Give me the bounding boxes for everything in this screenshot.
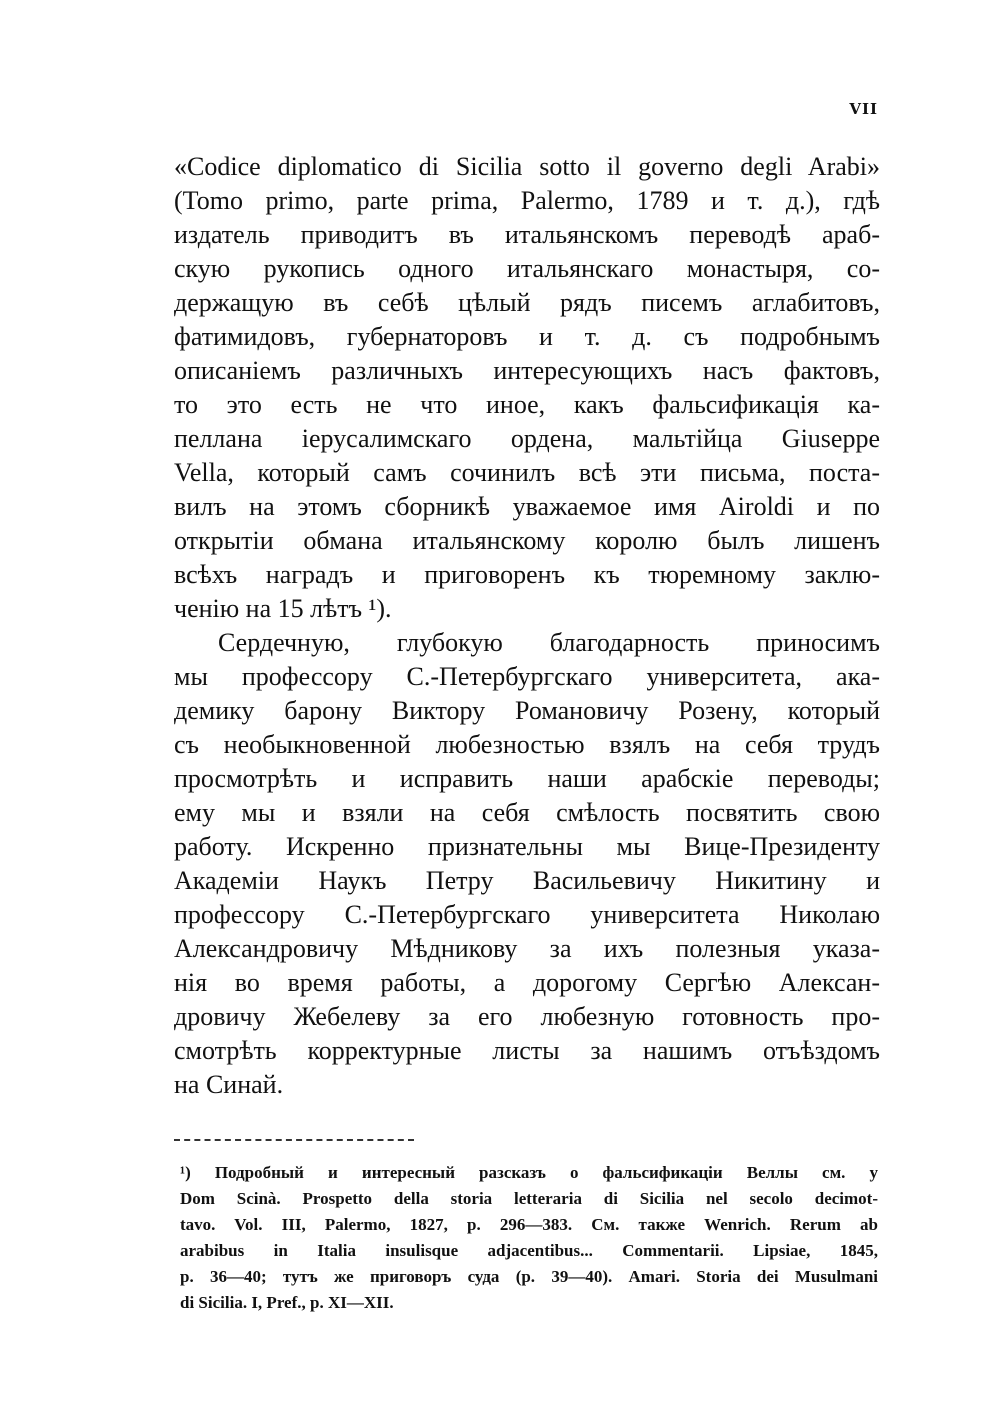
footnote	[180, 1160, 878, 1316]
body-line: Академіи Наукъ Петру Васильевичу Никитину и	[174, 866, 880, 895]
body-line: пеллана іерусалимскаго ордена, мальтійца Giuseppe	[174, 424, 880, 453]
body-line: съ необыкновенной любезностью взялъ на себя трудъ	[174, 730, 880, 759]
body-line: Александровичу Мѣдникову за ихъ полезныя указа-	[174, 934, 880, 963]
body-line: описаніемъ различныхъ интересующихъ насъ фактовъ,	[174, 356, 880, 385]
body-line: (Tomo primo, parte prima, Palermo, 1789 и т. д.), гдѣ	[174, 186, 880, 215]
body-line: дровичу Жебелеву за его любезную готовность про-	[174, 1002, 880, 1031]
body-line: всѣхъ наградъ и приговоренъ къ тюремному заклю-	[174, 560, 880, 589]
body-line: фатимидовъ, губернаторовъ и т. д. съ подробнымъ	[174, 322, 880, 351]
footnote-line: arabibus in Italia insulisque adjacentibus... Commentarii. Lipsiae, 1845,	[180, 1241, 878, 1260]
body-line: открытіи обмана итальянскому королю былъ лишенъ	[174, 526, 880, 555]
body-line: профессору С.-Петербургскаго университета Николаю	[174, 900, 880, 929]
body-line: на Синай.	[174, 1070, 284, 1099]
body-line: издатель приводитъ въ итальянскомъ переводѣ араб-	[174, 220, 880, 249]
body-line: просмотрѣть и исправить наши арабскіе переводы;	[174, 764, 880, 793]
body-line: нія во время работы, а дорогому Сергѣю Алексан-	[174, 968, 880, 997]
body-line: ему мы и взяли на себя смѣлость посвятить свою	[174, 798, 880, 827]
body-line: держащую въ себѣ цѣлый рядъ писемъ аглабитовъ,	[174, 288, 880, 317]
body-text	[174, 150, 880, 1102]
body-line: «Codice diplomatico di Sicilia sotto il governo degli Arabi»	[174, 152, 880, 181]
body-line: то это есть не что иное, какъ фальсификація ка-	[174, 390, 880, 419]
page-number: VII	[849, 100, 878, 118]
body-line: Vella, который самъ сочинилъ всѣ эти письма, поста-	[174, 458, 880, 487]
body-line: ченію на 15 лѣтъ ¹).	[174, 594, 392, 623]
body-line: смотрѣть корректурные листы за нашимъ отъѣздомъ	[174, 1036, 880, 1065]
body-line: работу. Искренно признательны мы Вице-Президенту	[174, 832, 880, 861]
footnote-line: p. 36—40; тутъ же приговоръ суда (p. 39—40). Amari. Storia dei Musulmani	[180, 1267, 878, 1286]
footnote-line: ¹) Подробный и интересный разсказъ о фальсификаціи Веллы см. у	[180, 1163, 878, 1182]
footnote-line: Dom Scinà. Prospetto della storia letteraria di Sicilia nel secolo decimot-	[180, 1189, 878, 1208]
body-line: мы профессору С.-Петербургскаго университета, ака-	[174, 662, 880, 691]
footnote-divider	[174, 1139, 414, 1143]
body-line: скую рукопись одного итальянскаго монастыря, со-	[174, 254, 880, 283]
footnote-line: di Sicilia. I, Pref., p. XI—XII.	[180, 1293, 394, 1312]
body-line: демику барону Виктору Романовичу Розену, который	[174, 696, 880, 725]
body-line: вилъ на этомъ сборникѣ уважаемое имя Airoldi и по	[174, 492, 880, 521]
footnote-line: tavo. Vol. III, Palermo, 1827, p. 296—383. См. также Wenrich. Rerum ab	[180, 1215, 878, 1234]
body-line: Сердечную, глубокую благодарность приносимъ	[218, 628, 880, 657]
